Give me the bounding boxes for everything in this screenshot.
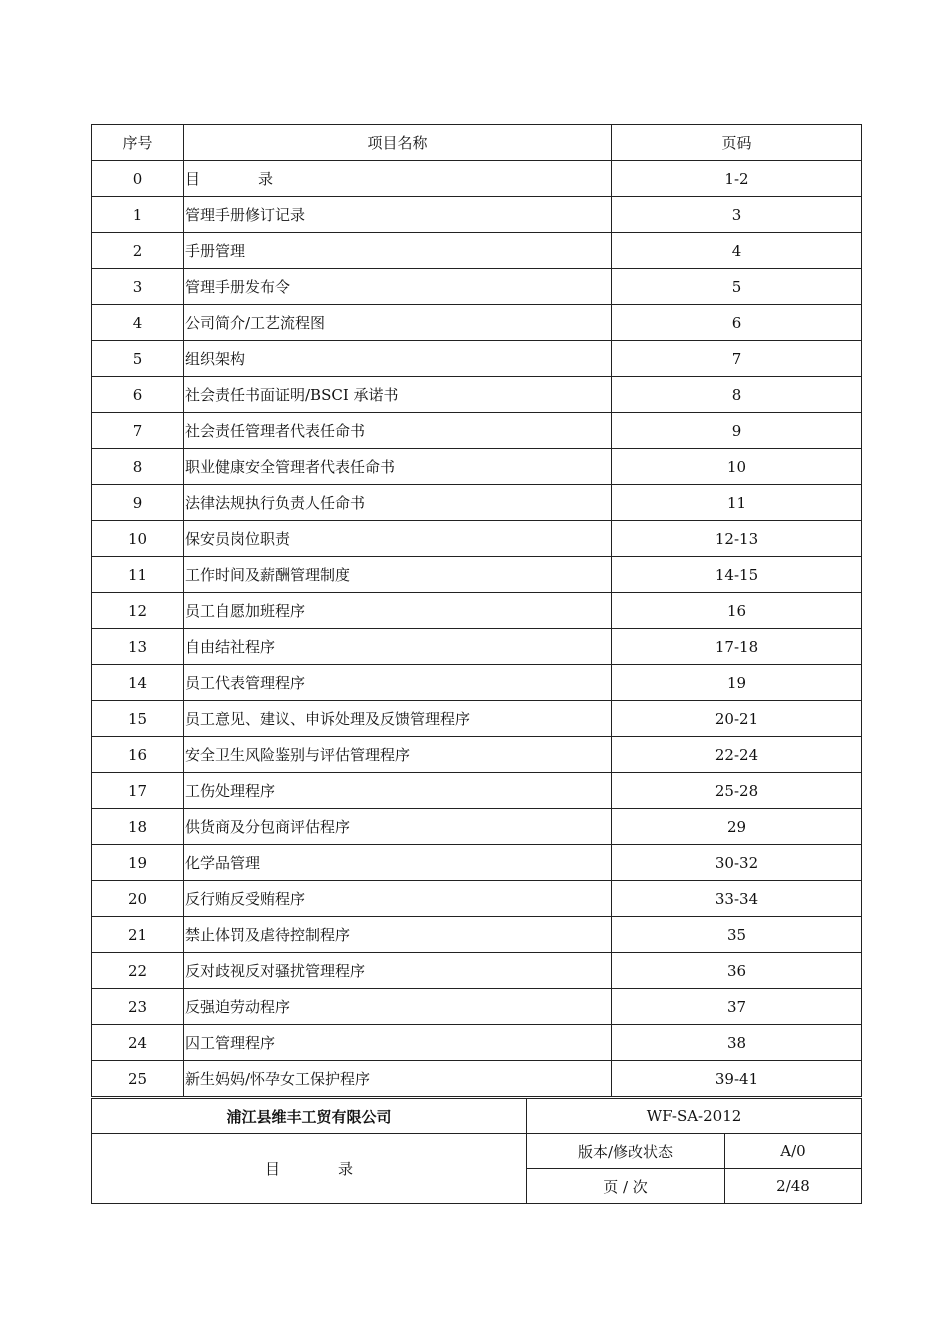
table-row bbox=[92, 665, 862, 701]
row-num: 21 bbox=[92, 917, 184, 953]
row-num: 18 bbox=[92, 809, 184, 845]
row-page: 11 bbox=[612, 485, 862, 521]
row-num: 23 bbox=[92, 989, 184, 1025]
row-num: 9 bbox=[92, 485, 184, 521]
row-num: 24 bbox=[92, 1025, 184, 1061]
row-name: 囚工管理程序 bbox=[184, 1025, 612, 1061]
doc-footer bbox=[91, 1098, 862, 1204]
doc-title bbox=[92, 1134, 527, 1204]
version-value: A/0 bbox=[725, 1134, 862, 1169]
row-name: 新生妈妈/怀孕女工保护程序 bbox=[184, 1061, 612, 1097]
footer-row-2 bbox=[92, 1134, 862, 1169]
row-num: 22 bbox=[92, 953, 184, 989]
row-name: 社会责任管理者代表任命书 bbox=[184, 413, 612, 449]
row-num: 14 bbox=[92, 665, 184, 701]
row-num: 19 bbox=[92, 845, 184, 881]
row-num: 25 bbox=[92, 1061, 184, 1097]
row-page: 6 bbox=[612, 305, 862, 341]
row-num: 8 bbox=[92, 449, 184, 485]
table-row bbox=[92, 161, 862, 197]
row-page: 25-28 bbox=[612, 773, 862, 809]
row-num: 2 bbox=[92, 233, 184, 269]
row-name: 保安员岗位职责 bbox=[184, 521, 612, 557]
company-name: 浦江县维丰工贸有限公司 bbox=[92, 1099, 527, 1134]
page-value: 2/48 bbox=[725, 1169, 862, 1204]
row-name: 反强迫劳动程序 bbox=[184, 989, 612, 1025]
row-name bbox=[184, 161, 612, 197]
row-name: 手册管理 bbox=[184, 233, 612, 269]
row-name: 管理手册发布令 bbox=[184, 269, 612, 305]
page-label: 页 / 次 bbox=[527, 1169, 725, 1204]
row-name-part-b: 录 bbox=[258, 170, 274, 188]
row-num: 15 bbox=[92, 701, 184, 737]
doc-title-part-a: 目 bbox=[264, 1160, 280, 1178]
row-page: 1-2 bbox=[612, 161, 862, 197]
row-num: 0 bbox=[92, 161, 184, 197]
row-num: 20 bbox=[92, 881, 184, 917]
row-name: 供货商及分包商评估程序 bbox=[184, 809, 612, 845]
row-name: 社会责任书面证明/BSCI 承诺书 bbox=[184, 377, 612, 413]
table-row bbox=[92, 1061, 862, 1097]
row-page: 19 bbox=[612, 665, 862, 701]
row-num: 16 bbox=[92, 737, 184, 773]
row-page: 38 bbox=[612, 1025, 862, 1061]
row-page: 29 bbox=[612, 809, 862, 845]
toc-header-row bbox=[92, 125, 862, 161]
row-page: 37 bbox=[612, 989, 862, 1025]
table-row bbox=[92, 341, 862, 377]
row-num: 4 bbox=[92, 305, 184, 341]
row-page: 7 bbox=[612, 341, 862, 377]
table-row bbox=[92, 233, 862, 269]
row-name: 职业健康安全管理者代表任命书 bbox=[184, 449, 612, 485]
table-row bbox=[92, 845, 862, 881]
row-name: 自由结社程序 bbox=[184, 629, 612, 665]
row-page: 14-15 bbox=[612, 557, 862, 593]
row-page: 33-34 bbox=[612, 881, 862, 917]
row-name: 安全卫生风险鉴别与评估管理程序 bbox=[184, 737, 612, 773]
row-num: 6 bbox=[92, 377, 184, 413]
row-page: 12-13 bbox=[612, 521, 862, 557]
row-page: 35 bbox=[612, 917, 862, 953]
row-name: 反对歧视反对骚扰管理程序 bbox=[184, 953, 612, 989]
table-row bbox=[92, 485, 862, 521]
row-page: 16 bbox=[612, 593, 862, 629]
table-row bbox=[92, 629, 862, 665]
table-row bbox=[92, 989, 862, 1025]
row-name: 工伤处理程序 bbox=[184, 773, 612, 809]
table-row bbox=[92, 413, 862, 449]
row-name: 员工意见、建议、申诉处理及反馈管理程序 bbox=[184, 701, 612, 737]
row-num: 3 bbox=[92, 269, 184, 305]
table-row bbox=[92, 449, 862, 485]
table-row bbox=[92, 377, 862, 413]
toc-table bbox=[91, 124, 862, 1097]
table-row bbox=[92, 737, 862, 773]
row-num: 1 bbox=[92, 197, 184, 233]
row-page: 3 bbox=[612, 197, 862, 233]
table-row bbox=[92, 521, 862, 557]
version-label: 版本/修改状态 bbox=[527, 1134, 725, 1169]
row-name: 管理手册修订记录 bbox=[184, 197, 612, 233]
row-name: 反行贿反受贿程序 bbox=[184, 881, 612, 917]
doc-title-part-b: 录 bbox=[338, 1160, 354, 1178]
table-row bbox=[92, 773, 862, 809]
table-row bbox=[92, 593, 862, 629]
row-name: 员工代表管理程序 bbox=[184, 665, 612, 701]
row-page: 9 bbox=[612, 413, 862, 449]
table-row bbox=[92, 197, 862, 233]
table-row bbox=[92, 557, 862, 593]
row-num: 13 bbox=[92, 629, 184, 665]
row-name: 法律法规执行负责人任命书 bbox=[184, 485, 612, 521]
footer-row-1 bbox=[92, 1099, 862, 1134]
row-page: 30-32 bbox=[612, 845, 862, 881]
row-name: 员工自愿加班程序 bbox=[184, 593, 612, 629]
table-row bbox=[92, 881, 862, 917]
row-num: 10 bbox=[92, 521, 184, 557]
table-row bbox=[92, 305, 862, 341]
table-row bbox=[92, 269, 862, 305]
row-name: 化学品管理 bbox=[184, 845, 612, 881]
row-page: 36 bbox=[612, 953, 862, 989]
row-name: 组织架构 bbox=[184, 341, 612, 377]
row-page: 22-24 bbox=[612, 737, 862, 773]
row-name-part-a: 目 bbox=[185, 170, 201, 188]
row-num: 17 bbox=[92, 773, 184, 809]
doc-code: WF-SA-2012 bbox=[527, 1099, 862, 1134]
row-page: 17-18 bbox=[612, 629, 862, 665]
header-num: 序号 bbox=[92, 125, 184, 161]
table-row bbox=[92, 809, 862, 845]
row-num: 11 bbox=[92, 557, 184, 593]
row-page: 5 bbox=[612, 269, 862, 305]
row-num: 5 bbox=[92, 341, 184, 377]
table-row bbox=[92, 917, 862, 953]
row-name: 公司简介/工艺流程图 bbox=[184, 305, 612, 341]
row-name: 禁止体罚及虐待控制程序 bbox=[184, 917, 612, 953]
row-page: 20-21 bbox=[612, 701, 862, 737]
row-num: 7 bbox=[92, 413, 184, 449]
row-page: 8 bbox=[612, 377, 862, 413]
table-row bbox=[92, 1025, 862, 1061]
row-name: 工作时间及薪酬管理制度 bbox=[184, 557, 612, 593]
table-row bbox=[92, 953, 862, 989]
row-page: 4 bbox=[612, 233, 862, 269]
header-name: 项目名称 bbox=[184, 125, 612, 161]
header-page: 页码 bbox=[612, 125, 862, 161]
row-num: 12 bbox=[92, 593, 184, 629]
row-page: 10 bbox=[612, 449, 862, 485]
table-row bbox=[92, 701, 862, 737]
row-page: 39-41 bbox=[612, 1061, 862, 1097]
